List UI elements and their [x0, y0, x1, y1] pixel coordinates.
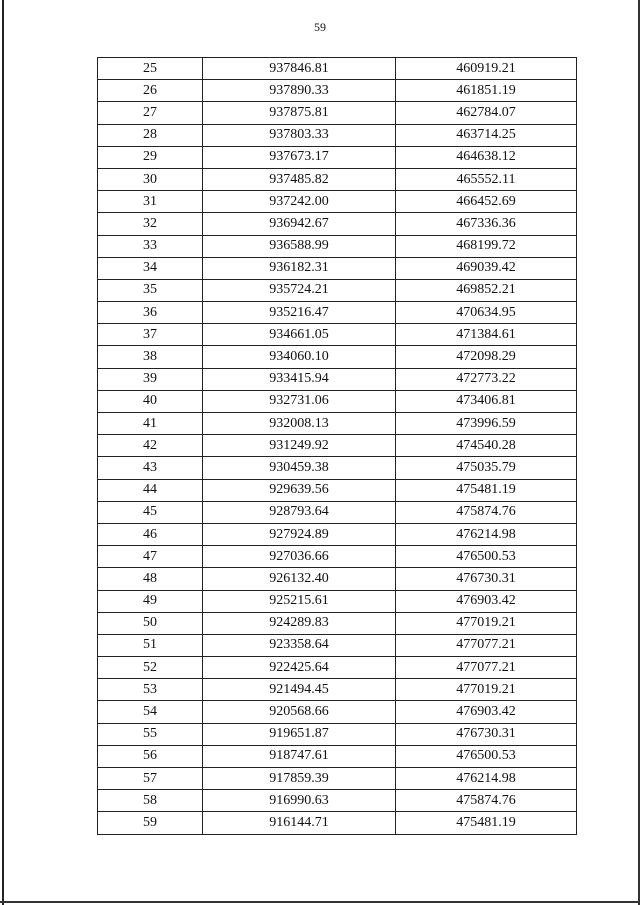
table-row: [98, 390, 577, 412]
table-row: [98, 213, 577, 235]
table-row: [98, 523, 577, 545]
x-coordinate-cell: 929639.56: [203, 479, 396, 501]
table-row: [98, 701, 577, 723]
point-number-cell: 56: [98, 745, 203, 767]
x-coordinate-cell: 932731.06: [203, 390, 396, 412]
point-number-cell: 39: [98, 368, 203, 390]
x-coordinate-cell: 936942.67: [203, 213, 396, 235]
table-row: [98, 102, 577, 124]
y-coordinate-cell: 474540.28: [396, 435, 577, 457]
point-number-cell: 47: [98, 546, 203, 568]
x-coordinate-cell: 936182.31: [203, 257, 396, 279]
x-coordinate-cell: 926132.40: [203, 568, 396, 590]
x-coordinate-cell: 937242.00: [203, 191, 396, 213]
table-row: [98, 723, 577, 745]
point-number-cell: 32: [98, 213, 203, 235]
x-coordinate-cell: 924289.83: [203, 612, 396, 634]
table-row: [98, 745, 577, 767]
y-coordinate-cell: 460919.21: [396, 58, 577, 80]
y-coordinate-cell: 468199.72: [396, 235, 577, 257]
x-coordinate-cell: 937875.81: [203, 102, 396, 124]
table-row: [98, 501, 577, 523]
point-number-cell: 25: [98, 58, 203, 80]
x-coordinate-cell: 936588.99: [203, 235, 396, 257]
coordinates-table-body: [98, 58, 577, 835]
point-number-cell: 45: [98, 501, 203, 523]
table-row: [98, 435, 577, 457]
y-coordinate-cell: 476500.53: [396, 745, 577, 767]
y-coordinate-cell: 465552.11: [396, 168, 577, 190]
x-coordinate-cell: 931249.92: [203, 435, 396, 457]
y-coordinate-cell: 476214.98: [396, 523, 577, 545]
y-coordinate-cell: 475035.79: [396, 457, 577, 479]
x-coordinate-cell: 934661.05: [203, 324, 396, 346]
table-row: [98, 124, 577, 146]
y-coordinate-cell: 466452.69: [396, 191, 577, 213]
point-number-cell: 50: [98, 612, 203, 634]
table-row: [98, 568, 577, 590]
table-row: [98, 679, 577, 701]
x-coordinate-cell: 920568.66: [203, 701, 396, 723]
point-number-cell: 37: [98, 324, 203, 346]
y-coordinate-cell: 472098.29: [396, 346, 577, 368]
point-number-cell: 59: [98, 812, 203, 834]
point-number-cell: 46: [98, 523, 203, 545]
x-coordinate-cell: 925215.61: [203, 590, 396, 612]
table-row: [98, 346, 577, 368]
table-row: [98, 612, 577, 634]
point-number-cell: 48: [98, 568, 203, 590]
x-coordinate-cell: 918747.61: [203, 745, 396, 767]
table-row: [98, 413, 577, 435]
x-coordinate-cell: 935724.21: [203, 279, 396, 301]
table-row: [98, 324, 577, 346]
x-coordinate-cell: 932008.13: [203, 413, 396, 435]
y-coordinate-cell: 473996.59: [396, 413, 577, 435]
table-row: [98, 257, 577, 279]
y-coordinate-cell: 477019.21: [396, 679, 577, 701]
table-row: [98, 790, 577, 812]
x-coordinate-cell: 937673.17: [203, 146, 396, 168]
point-number-cell: 27: [98, 102, 203, 124]
point-number-cell: 49: [98, 590, 203, 612]
point-number-cell: 29: [98, 146, 203, 168]
table-row: [98, 191, 577, 213]
y-coordinate-cell: 477077.21: [396, 657, 577, 679]
table-row: [98, 768, 577, 790]
y-coordinate-cell: 469039.42: [396, 257, 577, 279]
point-number-cell: 30: [98, 168, 203, 190]
y-coordinate-cell: 476730.31: [396, 723, 577, 745]
x-coordinate-cell: 937846.81: [203, 58, 396, 80]
y-coordinate-cell: 471384.61: [396, 324, 577, 346]
x-coordinate-cell: 921494.45: [203, 679, 396, 701]
x-coordinate-cell: 927924.89: [203, 523, 396, 545]
point-number-cell: 44: [98, 479, 203, 501]
x-coordinate-cell: 937890.33: [203, 80, 396, 102]
table-row: [98, 168, 577, 190]
point-number-cell: 26: [98, 80, 203, 102]
y-coordinate-cell: 477019.21: [396, 612, 577, 634]
point-number-cell: 33: [98, 235, 203, 257]
table-row: [98, 146, 577, 168]
point-number-cell: 28: [98, 124, 203, 146]
x-coordinate-cell: 923358.64: [203, 634, 396, 656]
y-coordinate-cell: 475481.19: [396, 479, 577, 501]
table-row: [98, 590, 577, 612]
point-number-cell: 52: [98, 657, 203, 679]
x-coordinate-cell: 916144.71: [203, 812, 396, 834]
y-coordinate-cell: 469852.21: [396, 279, 577, 301]
point-number-cell: 36: [98, 302, 203, 324]
point-number-cell: 51: [98, 634, 203, 656]
y-coordinate-cell: 476903.42: [396, 701, 577, 723]
table-row: [98, 302, 577, 324]
scan-left-border: [2, 0, 4, 905]
y-coordinate-cell: 470634.95: [396, 302, 577, 324]
scan-bottom-border: [0, 901, 640, 903]
table-row: [98, 657, 577, 679]
point-number-cell: 58: [98, 790, 203, 812]
x-coordinate-cell: 930459.38: [203, 457, 396, 479]
table-row: [98, 812, 577, 834]
y-coordinate-cell: 475874.76: [396, 501, 577, 523]
table-row: [98, 235, 577, 257]
y-coordinate-cell: 477077.21: [396, 634, 577, 656]
y-coordinate-cell: 463714.25: [396, 124, 577, 146]
table-row: [98, 479, 577, 501]
x-coordinate-cell: 928793.64: [203, 501, 396, 523]
y-coordinate-cell: 476730.31: [396, 568, 577, 590]
point-number-cell: 34: [98, 257, 203, 279]
x-coordinate-cell: 922425.64: [203, 657, 396, 679]
point-number-cell: 53: [98, 679, 203, 701]
point-number-cell: 42: [98, 435, 203, 457]
point-number-cell: 43: [98, 457, 203, 479]
x-coordinate-cell: 934060.10: [203, 346, 396, 368]
x-coordinate-cell: 927036.66: [203, 546, 396, 568]
y-coordinate-cell: 473406.81: [396, 390, 577, 412]
y-coordinate-cell: 476214.98: [396, 768, 577, 790]
point-number-cell: 57: [98, 768, 203, 790]
x-coordinate-cell: 935216.47: [203, 302, 396, 324]
table-row: [98, 58, 577, 80]
x-coordinate-cell: 916990.63: [203, 790, 396, 812]
point-number-cell: 35: [98, 279, 203, 301]
point-number-cell: 31: [98, 191, 203, 213]
y-coordinate-cell: 467336.36: [396, 213, 577, 235]
y-coordinate-cell: 476903.42: [396, 590, 577, 612]
x-coordinate-cell: 917859.39: [203, 768, 396, 790]
table-row: [98, 80, 577, 102]
y-coordinate-cell: 475481.19: [396, 812, 577, 834]
y-coordinate-cell: 461851.19: [396, 80, 577, 102]
table-row: [98, 368, 577, 390]
y-coordinate-cell: 464638.12: [396, 146, 577, 168]
point-number-cell: 41: [98, 413, 203, 435]
y-coordinate-cell: 462784.07: [396, 102, 577, 124]
table-row: [98, 634, 577, 656]
y-coordinate-cell: 475874.76: [396, 790, 577, 812]
point-number-cell: 38: [98, 346, 203, 368]
y-coordinate-cell: 472773.22: [396, 368, 577, 390]
page-number: 59: [314, 20, 326, 34]
point-number-cell: 54: [98, 701, 203, 723]
x-coordinate-cell: 933415.94: [203, 368, 396, 390]
x-coordinate-cell: 937485.82: [203, 168, 396, 190]
point-number-cell: 40: [98, 390, 203, 412]
y-coordinate-cell: 476500.53: [396, 546, 577, 568]
x-coordinate-cell: 919651.87: [203, 723, 396, 745]
table-row: [98, 457, 577, 479]
table-row: [98, 279, 577, 301]
point-number-cell: 55: [98, 723, 203, 745]
table-row: [98, 546, 577, 568]
x-coordinate-cell: 937803.33: [203, 124, 396, 146]
coordinates-table: [97, 57, 577, 835]
